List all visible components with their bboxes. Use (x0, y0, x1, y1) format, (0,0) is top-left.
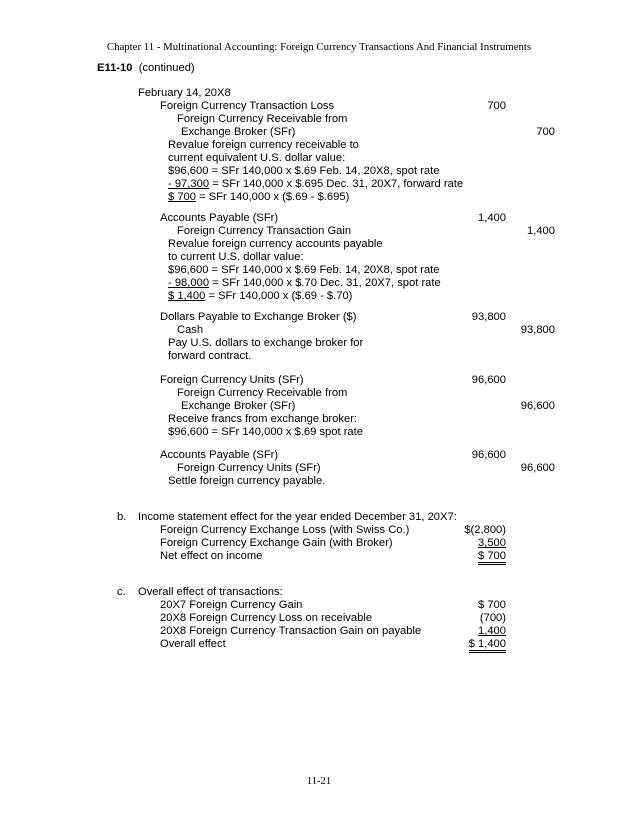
page-number: 11-21 (306, 776, 332, 787)
credit-amount: 96,600 (520, 400, 555, 412)
debit-amount: 93,800 (471, 311, 506, 323)
credit-amount: 93,800 (520, 324, 555, 336)
page-header: Chapter 11 - Multinational Accounting: Foreign Currency Transactions And Financial Instruments (106, 41, 532, 53)
calculation-line (168, 178, 463, 191)
credit-account: Foreign Currency Receivable from (177, 113, 348, 125)
calculation-text: = SFr 140,000 x ($.69 - $.695) (196, 191, 350, 203)
explanation-line: to current U.S. dollar value: (168, 251, 304, 263)
calculation-line: $96,600 = SFr 140,000 x $.69 Feb. 14, 20X8, spot rate (168, 165, 440, 177)
credit-account: Cash (177, 324, 204, 336)
summary-row-label: Foreign Currency Exchange Loss (with Swiss Co.) (160, 524, 410, 536)
calculation-amount: - 98,000 (168, 277, 210, 289)
summary-row-label: Foreign Currency Exchange Gain (with Broker) (160, 537, 393, 549)
exercise-title (97, 62, 195, 75)
summary-total-amount: $ 1,400 (469, 638, 506, 653)
part-letter: b. (117, 511, 127, 523)
part-heading: Overall effect of transactions: (138, 586, 283, 598)
summary-row-amount: 1,400 (478, 625, 506, 637)
credit-account: Foreign Currency Transaction Gain (177, 225, 352, 237)
explanation-line: Revalue foreign currency receivable to (168, 139, 359, 151)
summary-row-label: Overall effect (160, 638, 226, 650)
summary-row-amount: $ 700 (478, 599, 506, 611)
summary-row-amount: $(2,800) (464, 524, 506, 536)
credit-account: Foreign Currency Receivable from (177, 387, 348, 399)
calculation-line (168, 290, 352, 303)
debit-account: Accounts Payable (SFr) (160, 212, 279, 224)
part-letter: c. (117, 586, 126, 598)
exercise-note: (continued) (138, 62, 195, 74)
calculation-text: = SFr 140,000 x $.695 Dec. 31, 20X7, forward rate (209, 178, 464, 190)
debit-account: Dollars Payable to Exchange Broker ($) (160, 311, 357, 323)
entry-date: February 14, 20X8 (138, 87, 231, 99)
explanation-line: Receive francs from exchange broker: (168, 413, 358, 425)
credit-account-cont: Exchange Broker (SFr) (181, 400, 296, 412)
credit-amount: 700 (536, 126, 555, 138)
credit-account: Foreign Currency Units (SFr) (177, 462, 321, 474)
debit-account: Foreign Currency Transaction Loss (160, 100, 335, 112)
explanation-line: current equivalent U.S. dollar value: (168, 152, 346, 164)
debit-account: Accounts Payable (SFr) (160, 449, 279, 461)
debit-account: Foreign Currency Units (SFr) (160, 374, 304, 386)
explanation-line: forward contract. (168, 350, 252, 362)
calculation-line (168, 191, 349, 204)
calculation-amount: - 97,300 (168, 178, 210, 190)
exercise-id: E11-10 (97, 62, 133, 74)
explanation-line: Pay U.S. dollars to exchange broker for (168, 337, 364, 349)
summary-row-label: Net effect on income (160, 550, 263, 562)
calculation-amount: $ 700 (168, 191, 196, 203)
calculation-text: = SFr 140,000 x $.70 Dec. 31, 20X7, spot rate (209, 277, 441, 289)
calculation-line (168, 277, 441, 290)
part-heading: Income statement effect for the year ended December 31, 20X7: (138, 511, 457, 523)
calculation-text: = SFr 140,000 x ($.69 - $.70) (205, 290, 353, 302)
calculation-line: $96,600 = SFr 140,000 x $.69 Feb. 14, 20X8, spot rate (168, 264, 440, 276)
summary-total-amount: $ 700 (478, 550, 506, 565)
credit-amount: 1,400 (527, 225, 555, 237)
calculation-amount: $ 1,400 (168, 290, 206, 302)
summary-row-amount: (700) (479, 612, 506, 624)
summary-row-label: 20X7 Foreign Currency Gain (160, 599, 303, 611)
explanation-line: $96,600 = SFr 140,000 x $.69 spot rate (168, 426, 363, 438)
explanation-line: Settle foreign currency payable. (168, 475, 326, 487)
explanation-line: Revalue foreign currency accounts payable (168, 238, 383, 250)
debit-amount: 700 (487, 100, 506, 112)
debit-amount: 96,600 (471, 449, 506, 461)
summary-row-label: 20X8 Foreign Currency Loss on receivable (160, 612, 373, 624)
credit-amount: 96,600 (520, 462, 555, 474)
summary-row-amount: 3,500 (478, 537, 506, 549)
debit-amount: 1,400 (478, 212, 506, 224)
credit-account-cont: Exchange Broker (SFr) (181, 126, 296, 138)
summary-row-label: 20X8 Foreign Currency Transaction Gain on payable (160, 625, 422, 637)
debit-amount: 96,600 (471, 374, 506, 386)
